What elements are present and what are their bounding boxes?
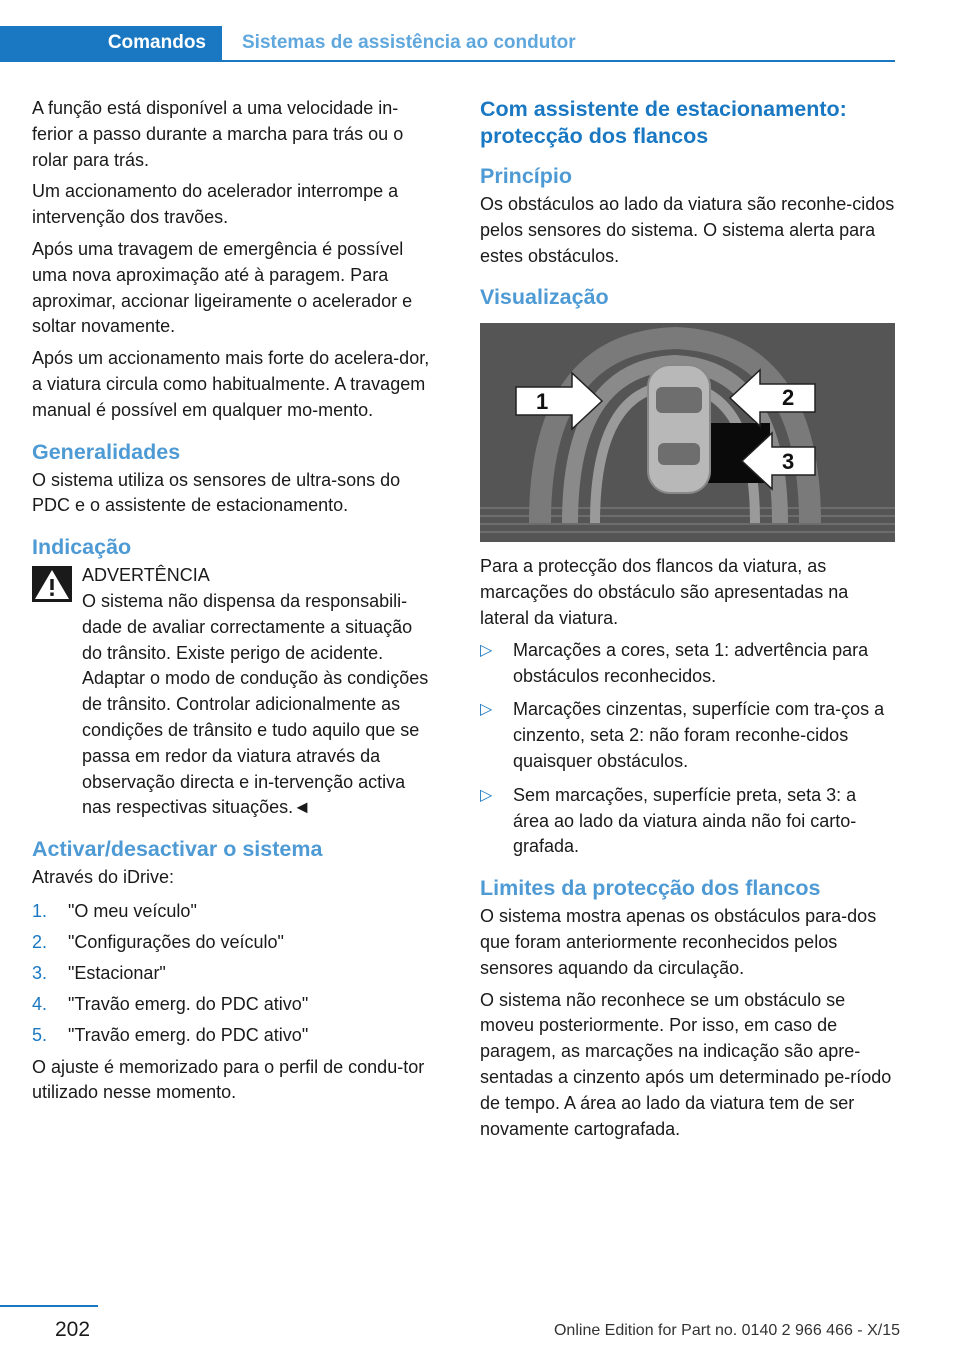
list-item: 5. "Travão emerg. do PDC ativo" xyxy=(32,1024,309,1045)
step-list xyxy=(32,899,437,1049)
arrow-label-3: 3 xyxy=(782,449,795,475)
paragraph: Após uma travagem de emergência é possível uma nova aproximação até à paragem. Para aproximar, accionar ligeiramente o acelerador e soltar novamente. xyxy=(32,238,413,337)
list-item: ▷ Sem marcações, superfície preta, seta 3: a área ao lado da viatura ainda não foi carto-grafada. xyxy=(480,784,857,857)
list-item: 2. "Configurações do veículo" xyxy=(32,931,284,952)
warning-triangle-icon xyxy=(32,566,72,602)
paragraph: Após um accionamento mais forte do acelera-dor, a viatura circula como habitualmente. A travagem manual é possível em qualquer mo-mento. xyxy=(32,348,430,420)
paragraph: Um accionamento do acelerador interrompe a intervenção dos travões. xyxy=(32,181,399,228)
warning-title: ADVERTÊNCIA xyxy=(82,565,210,586)
heading-principle: Princípio xyxy=(480,164,572,188)
paragraph: Os obstáculos ao lado da viatura são reconhe-cidos pelos sensores do sistema. O sistema alerta para estes obstáculos. xyxy=(480,194,895,266)
triangle-bullet-icon: ▷ xyxy=(480,701,493,719)
edition-note: Online Edition for Part no. 0140 2 966 466 - X/15 xyxy=(553,1322,900,1339)
paragraph: O sistema não reconhece se um obstáculo se moveu posteriormente. Por isso, em caso de paragem, as marcações na indicação são apre-sentadas a cinzento após um determinado pe-ríodo de tempo. A área ao lado da viatura tem de ser novamente cartografada. xyxy=(480,989,892,1139)
paragraph: A função está disponível a uma velocidade in-ferior a passo durante a marcha para trás ou o rolar para trás. xyxy=(32,98,404,170)
chapter-title: Sistemas de assistência ao condutor xyxy=(242,32,576,53)
list-item: ▷ Marcações a cores, seta 1: advertência para obstáculos reconhecidos. xyxy=(480,639,869,686)
heading-general: Generalidades xyxy=(32,439,181,464)
footer-rule xyxy=(0,1305,98,1307)
paragraph: Para a protecção dos flancos da viatura, as marcações do obstáculo são apresentadas na lateral da viatura. xyxy=(480,556,849,628)
triangle-bullet-icon: ▷ xyxy=(480,641,493,659)
list-item: ▷ Marcações cinzentas, superfície com tra-ços a cinzento, seta 2: não foram reconhe-cidos quaisquer obstáculos. xyxy=(480,699,885,771)
warning-block xyxy=(32,563,437,821)
right-column xyxy=(480,96,896,1148)
section-title: Com assistente de estacionamento: protecção dos flancos xyxy=(480,97,847,148)
triangle-bullet-icon: ▷ xyxy=(480,786,493,804)
page-header xyxy=(0,26,895,62)
arrow-label-1: 1 xyxy=(536,389,549,415)
paragraph: O sistema mostra apenas os obstáculos para-dos que foram anteriormente reconhecidos pelos sensores aquando da circulação. xyxy=(480,906,877,978)
heading-activate: Activar/desactivar o sistema xyxy=(32,837,323,862)
list-item: 3. "Estacionar" xyxy=(32,962,166,983)
section-tab: Comandos xyxy=(0,26,222,60)
marker-list xyxy=(480,638,896,860)
paragraph: Através do iDrive: xyxy=(32,867,175,888)
paragraph: O ajuste é memorizado para o perfil de condu-tor utilizado nesse momento. xyxy=(32,1056,425,1103)
page-number: 202 xyxy=(55,1318,91,1341)
paragraph: O sistema utiliza os sensores de ultra-sons do PDC e o assistente de estacionamento. xyxy=(32,469,401,516)
left-column xyxy=(32,96,437,1112)
side-protection-figure xyxy=(480,323,895,542)
heading-view: Visualização xyxy=(480,285,609,310)
heading-limits: Limites da protecção dos flancos xyxy=(480,876,821,901)
heading-note: Indicação xyxy=(32,535,132,560)
list-item: 4. "Travão emerg. do PDC ativo" xyxy=(32,993,309,1014)
header-rule xyxy=(0,60,895,62)
arrow-label-2: 2 xyxy=(782,385,795,411)
warning-text: O sistema não dispensa da responsabili-dade de avaliar correctamente a situação do trânsito. Existe perigo de acidente. Adaptar o modo de condução às condições de trânsito. Controlar adicionalmente as condições de trânsito e tudo aquilo que se passa em redor da viatura através da observação directa e in-tervenção activa nas respectivas situações.◄ xyxy=(82,590,429,818)
list-item: 1. "O meu veículo" xyxy=(32,900,197,921)
parking-display-illustration xyxy=(480,323,895,542)
